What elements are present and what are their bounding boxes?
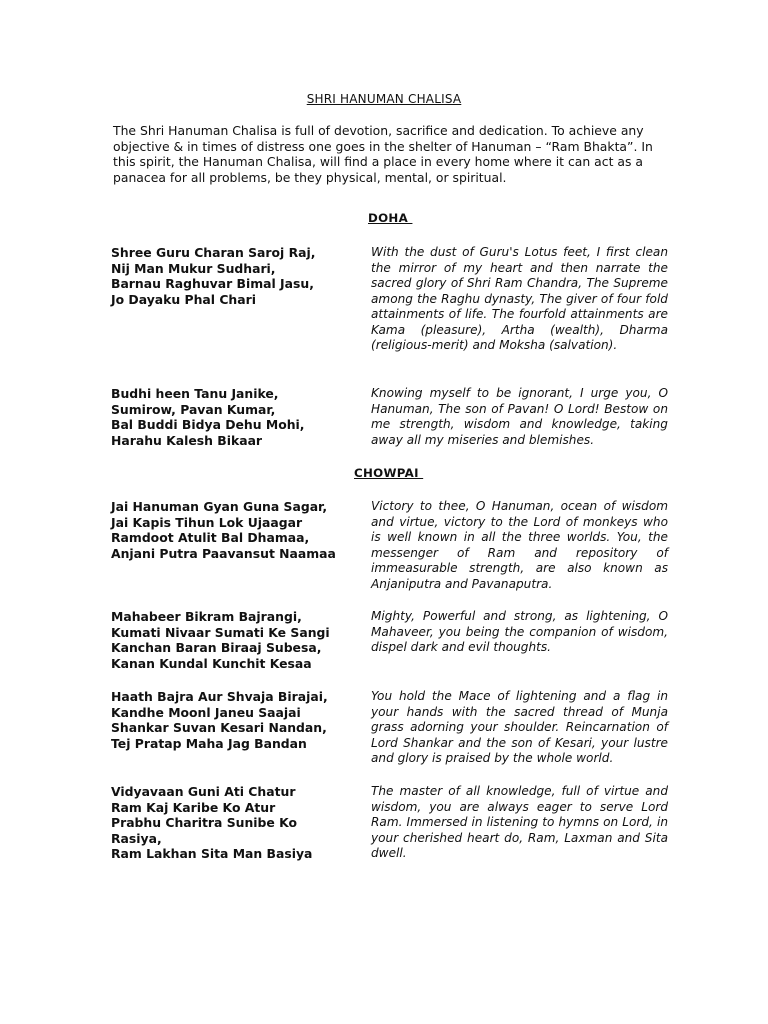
verse-line: Ram Lakhan Sita Man Basiya: [111, 846, 313, 862]
verse-line: Shree Guru Charan Saroj Raj,: [111, 245, 316, 260]
doha-translation-2: Knowing myself to be ignorant, I urge you, O Hanuman, The son of Pavan! O Lord! Bestow on me strength, wisdom and knowledge, taking away all my miseries and blemishes.: [371, 386, 668, 447]
verse-line: Budhi heen Tanu Janike,: [111, 386, 279, 401]
verse-line: Vidyavaan Guni Ati Chatur: [111, 784, 296, 799]
verse-line: Prabhu Charitra Sunibe Ko: [111, 815, 298, 831]
verse-line: Kanchan Baran Biraaj Subesa,: [111, 640, 322, 656]
verse-line: Mahabeer Bikram Bajrangi,: [111, 609, 302, 624]
verse-line: Jai Kapis Tihun Lok Ujaagar: [111, 514, 303, 530]
verse-line: Kandhe Moonl Janeu Saajai: [111, 704, 301, 720]
verse-line: Tej Pratap Maha Jag Bandan: [111, 735, 307, 751]
page-title: SHRI HANUMAN CHALISA: [306, 92, 462, 106]
chowpai-translation-1: Victory to thee, O Hanuman, ocean of wisdom and virtue, victory to the Lord of monkeys who is well known in all the three worlds. You, the messenger of Ram and repository of immeasurable strength, are also known as Anjaniputra and Pavanaputra.: [371, 499, 668, 591]
verse-line: Kanan Kundal Kunchit Kesaa: [111, 655, 312, 671]
verse-line: Ramdoot Atulit Bal Dhamaa,: [111, 530, 310, 546]
chowpai-verse-3: [111, 689, 351, 751]
verse-line: Jo Dayaku Phal Chari: [111, 291, 256, 307]
verse-line: Bal Buddi Bidya Dehu Mohi,: [111, 417, 305, 433]
chowpai-verse-2: [111, 609, 351, 671]
doha-heading: DOHA: [368, 211, 413, 225]
chowpai-heading: CHOWPAI: [354, 466, 424, 480]
chowpai-verse-4: [111, 784, 351, 862]
chowpai-translation-2: Mighty, Powerful and strong, as lightening, O Mahaveer, you being the companion of wisdom, dispel dark and evil thoughts.: [371, 609, 668, 654]
verse-line: Shankar Suvan Kesari Nandan,: [111, 720, 327, 736]
verse-line: Jai Hanuman Gyan Guna Sagar,: [111, 499, 328, 514]
verse-line: Barnau Raghuvar Bimal Jasu,: [111, 276, 314, 292]
verse-line: Kumati Nivaar Sumati Ke Sangi: [111, 624, 330, 640]
doha-verse-1: [111, 245, 351, 307]
verse-line: Nij Man Mukur Sudhari,: [111, 260, 276, 276]
chowpai-verse-1: [111, 499, 351, 561]
doha-translation-1: With the dust of Guru's Lotus feet, I first clean the mirror of my heart and then narrate the sacred glory of Shri Ram Chandra, The Supreme among the Raghu dynasty, The giver of four fold attainments of life. The fourfold attainments are Kama (pleasure), Artha (wealth), Dharma (religious-merit) and Moksha (salvation).: [371, 245, 668, 352]
verse-line: Anjani Putra Paavansut Naamaa: [111, 545, 336, 561]
chowpai-translation-4: The master of all knowledge, full of virtue and wisdom, you are always eager to serve Lord Ram. Immersed in listening to hymns on Lord, in your cherished heart do, Ram, Laxman and Sita dwell.: [371, 784, 668, 860]
verse-line: Ram Kaj Karibe Ko Atur: [111, 799, 276, 815]
intro-paragraph: The Shri Hanuman Chalisa is full of devotion, sacrifice and dedication. To achieve any objective & in times of distress one goes in the shelter of Hanuman – “Ram Bhakta”. In this spirit, the Hanuman Chalisa, will find a place in every home where it can act as a panacea for all problems, be they physical, mental, or spiritual.: [113, 123, 653, 185]
verse-line: Sumirow, Pavan Kumar,: [111, 401, 276, 417]
verse-line: Harahu Kalesh Bikaar: [111, 432, 263, 448]
verse-line: Rasiya,: [111, 830, 162, 846]
verse-line: Haath Bajra Aur Shvaja Birajai,: [111, 689, 328, 704]
doha-verse-2: [111, 386, 351, 448]
chowpai-translation-3: You hold the Mace of lightening and a flag in your hands with the sacred thread of Munja grass adorning your shoulder. Reincarnation of Lord Shankar and the son of Kesari, your lustre and glory is praised by the whole world.: [371, 689, 668, 765]
